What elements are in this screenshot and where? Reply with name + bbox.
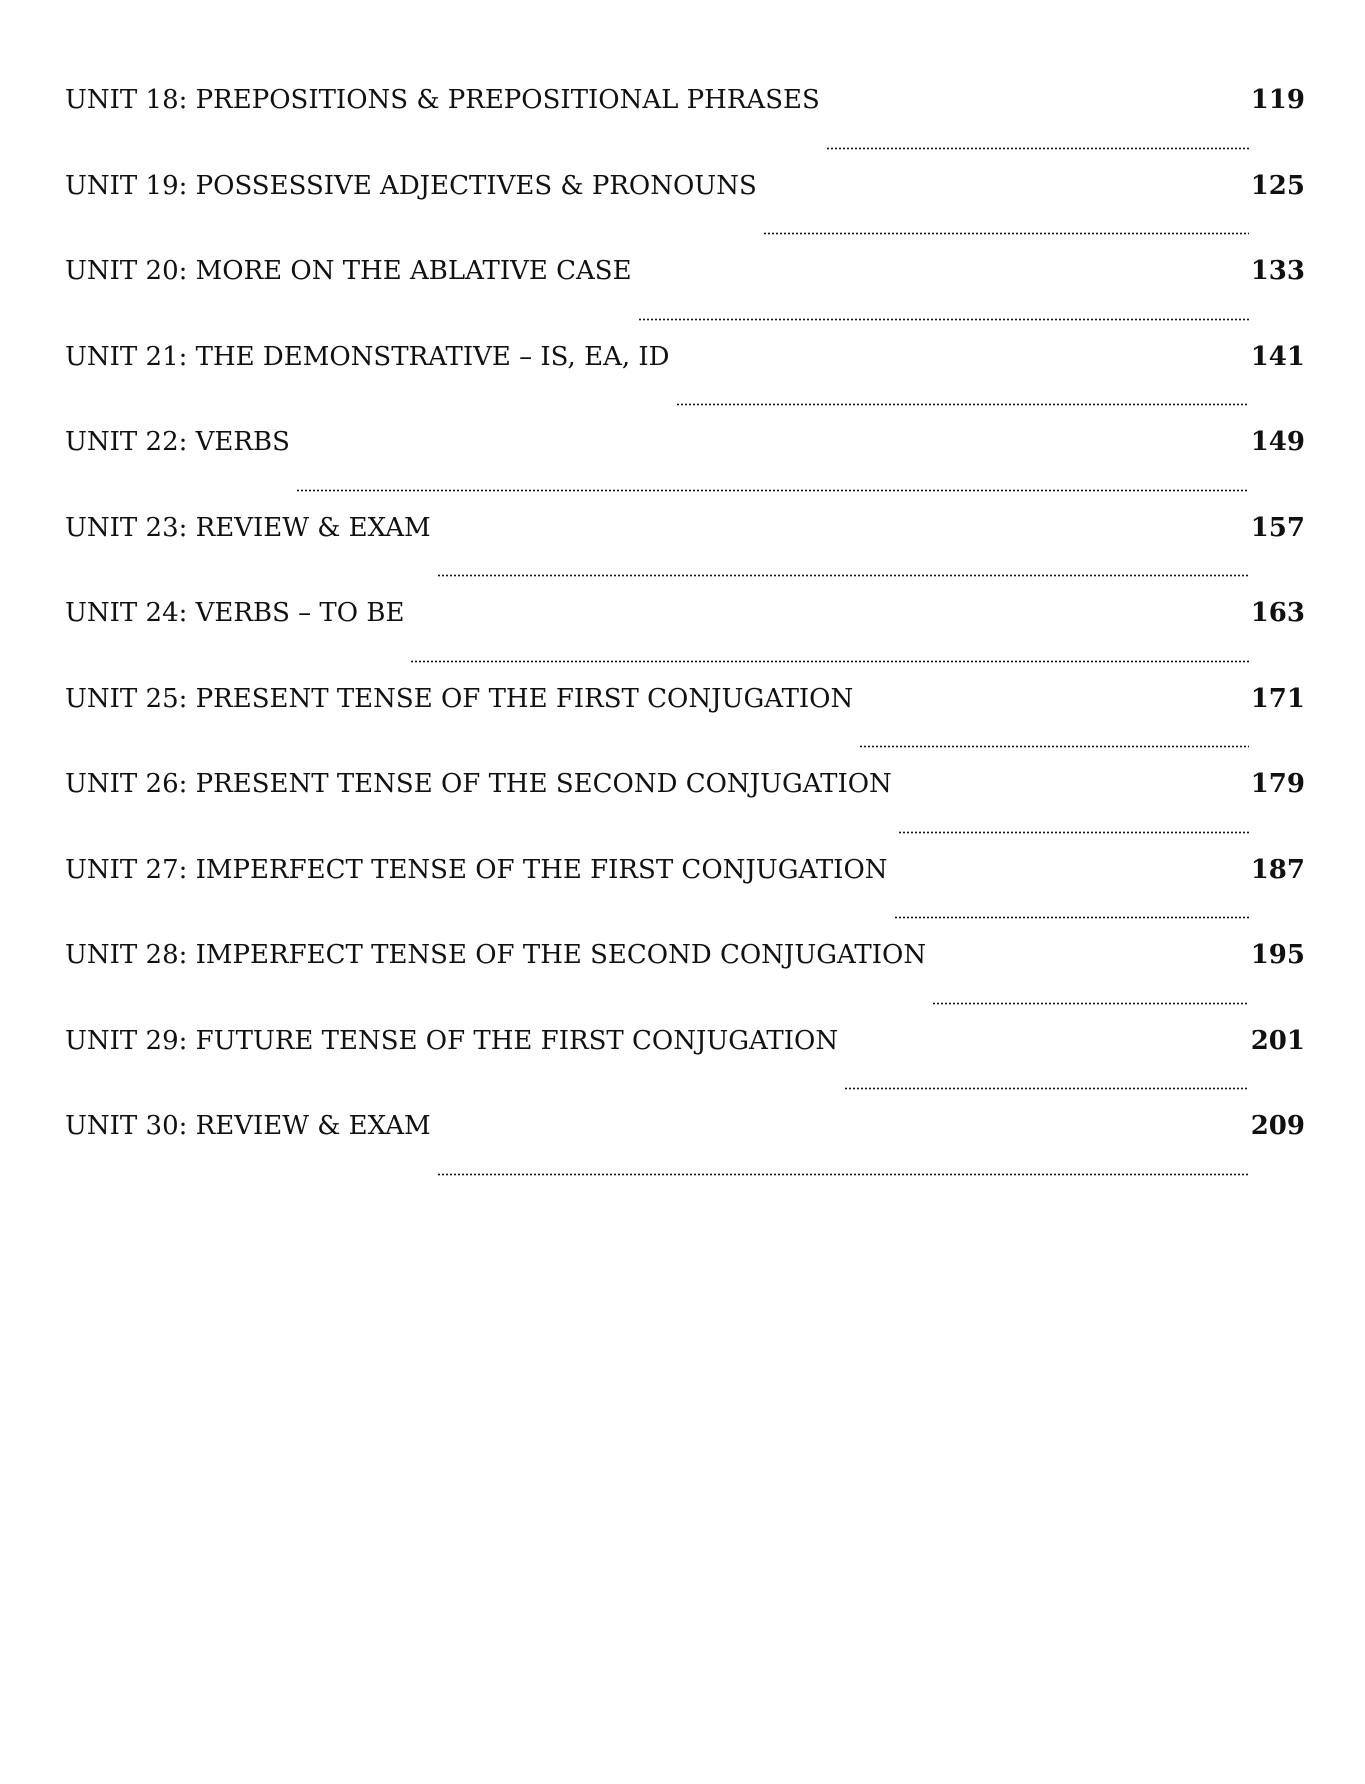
toc-entry-unit-18[interactable] (65, 78, 1305, 164)
toc-entry-page-number: 201 (1250, 1025, 1305, 1056)
toc-entry-unit-20[interactable] (65, 249, 1305, 335)
toc-entry-unit-22[interactable] (65, 420, 1305, 506)
toc-entry-unit-28[interactable] (65, 933, 1305, 1019)
toc-entry-page-number: 133 (1250, 256, 1305, 286)
toc-entry-unit-24[interactable] (65, 591, 1305, 677)
toc-entry-title: UNIT 19: POSSESSIVE ADJECTIVES & PRONOUNS (65, 170, 757, 201)
toc-entry-title: UNIT 18: PREPOSITIONS & PREPOSITIONAL PHRASES (65, 85, 820, 115)
toc-entry-title: UNIT 22: VERBS (65, 427, 290, 457)
dot-leader (932, 1002, 1249, 1005)
toc-entry-title: UNIT 26: PRESENT TENSE OF THE SECOND CONJUGATION (65, 769, 892, 799)
dot-leader (898, 831, 1249, 834)
dot-leader (826, 147, 1249, 150)
toc-entry-page-number: 141 (1250, 341, 1305, 372)
toc-entry-page-number: 125 (1250, 170, 1305, 201)
toc-entry-title: UNIT 24: VERBS – TO BE (65, 598, 405, 628)
toc-entry-unit-19[interactable] (65, 164, 1305, 250)
toc-entry-title: UNIT 20: MORE ON THE ABLATIVE CASE (65, 256, 632, 286)
toc-entry-page-number: 209 (1250, 1111, 1305, 1141)
toc-entry-unit-30[interactable] (65, 1104, 1305, 1190)
toc-entry-page-number: 195 (1250, 940, 1305, 970)
toc-entry-unit-26[interactable] (65, 762, 1305, 848)
toc-entry-title: UNIT 28: IMPERFECT TENSE OF THE SECOND CONJUGATION (65, 940, 927, 970)
toc-entry-page-number: 157 (1250, 512, 1305, 543)
toc-entry-page-number: 163 (1250, 598, 1305, 628)
toc-entry-title: UNIT 29: FUTURE TENSE OF THE FIRST CONJUGATION (65, 1025, 839, 1056)
toc-entry-title: UNIT 30: REVIEW & EXAM (65, 1111, 431, 1141)
dot-leader (763, 232, 1249, 235)
toc-entry-title: UNIT 23: REVIEW & EXAM (65, 512, 431, 543)
toc-entry-unit-27[interactable] (65, 848, 1305, 934)
toc-entry-unit-25[interactable] (65, 677, 1305, 763)
toc-entry-title: UNIT 25: PRESENT TENSE OF THE FIRST CONJUGATION (65, 683, 854, 714)
toc-entry-title: UNIT 27: IMPERFECT TENSE OF THE FIRST CONJUGATION (65, 854, 888, 885)
toc-entry-unit-21[interactable] (65, 335, 1305, 421)
dot-leader (410, 660, 1248, 663)
table-of-contents (65, 78, 1305, 1190)
toc-entry-page-number: 119 (1250, 85, 1305, 115)
toc-entry-title: UNIT 21: THE DEMONSTRATIVE – IS, EA, ID (65, 341, 670, 372)
toc-entry-unit-29[interactable] (65, 1019, 1305, 1105)
toc-entry-page-number: 171 (1250, 683, 1305, 714)
dot-leader (859, 745, 1248, 748)
dot-leader (437, 1173, 1249, 1176)
dot-leader (296, 489, 1249, 492)
dot-leader (437, 574, 1249, 577)
toc-entry-page-number: 149 (1250, 427, 1305, 457)
toc-entry-page-number: 179 (1250, 769, 1305, 799)
dot-leader (638, 318, 1249, 321)
toc-entry-unit-23[interactable] (65, 506, 1305, 592)
dot-leader (676, 403, 1249, 406)
dot-leader (894, 916, 1249, 919)
toc-entry-page-number: 187 (1250, 854, 1305, 885)
dot-leader (844, 1087, 1249, 1090)
